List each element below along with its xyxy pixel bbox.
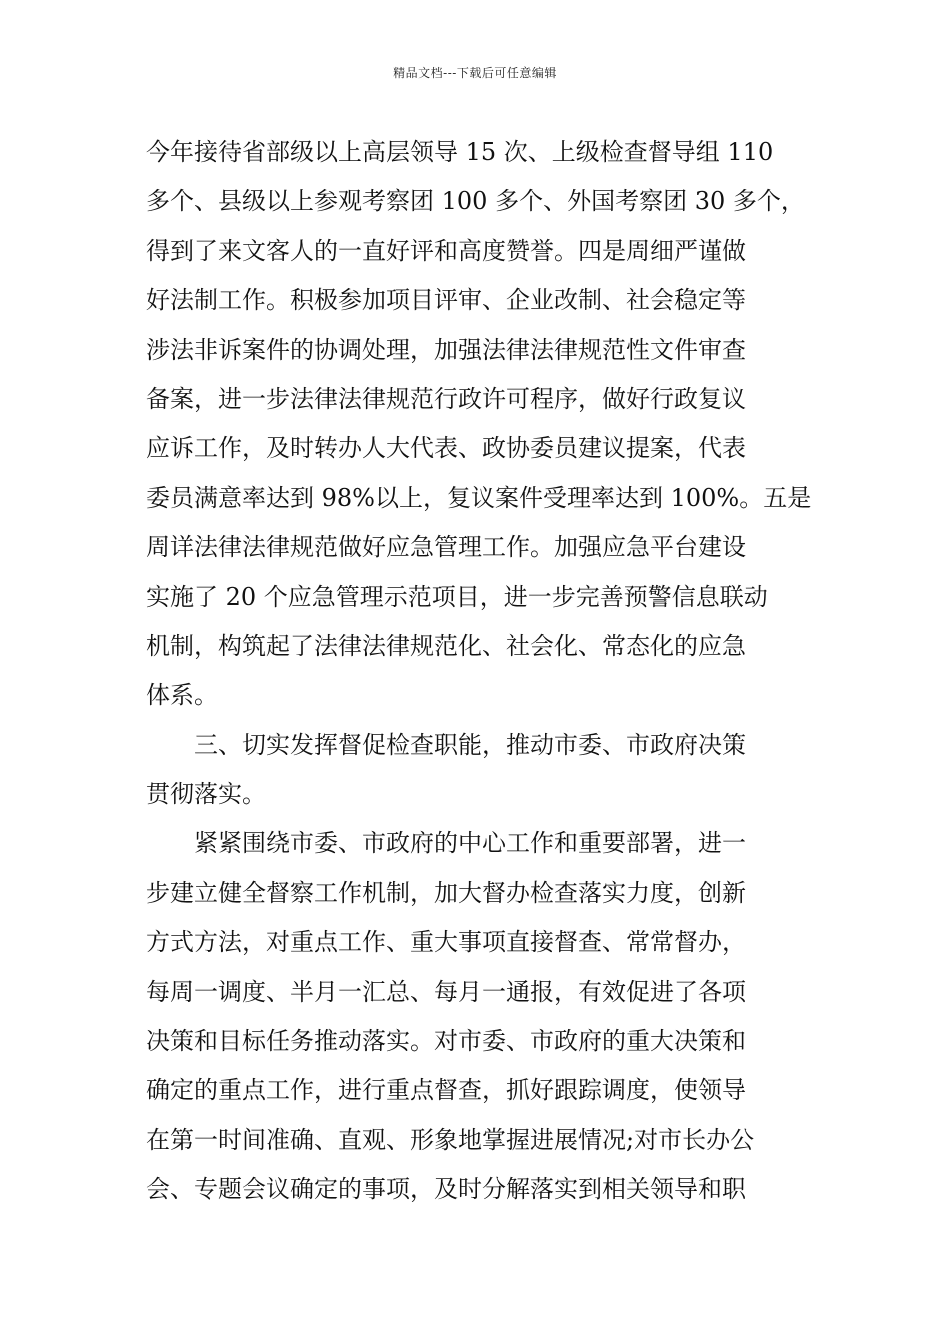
text-line: 得到了来文客人的一直好评和高度赞誉。四是周细严谨做 xyxy=(146,236,746,265)
text-line: 多个、县级以上参观考察团 100 多个、外国考察团 30 多个， xyxy=(146,187,805,216)
text-line: 在第一时间准确、直观、形象地掌握进展情况;对市长办公 xyxy=(146,1125,755,1154)
text-line: 涉法非诉案件的协调处理，加强法律法律规范性文件审查 xyxy=(146,335,746,364)
text-line: 决策和目标任务推动落实。对市委、市政府的重大决策和 xyxy=(146,1027,746,1056)
text-line: 方式方法，对重点工作、重大事项直接督查、常常督办， xyxy=(146,928,746,957)
text-line: 好法制工作。积极参加项目评审、企业改制、社会稳定等 xyxy=(146,286,746,315)
text-line: 体系。 xyxy=(146,681,218,710)
text-line: 周详法律法律规范做好应急管理工作。加强应急平台建设 xyxy=(146,533,746,562)
page-header: 精品文档---下载后可任意编辑 xyxy=(393,66,557,80)
text-line: 实施了 20 个应急管理示范项目，进一步完善预警信息联动 xyxy=(146,582,768,611)
text-line: 备案，进一步法律法律规范行政许可程序，做好行政复议 xyxy=(146,384,746,413)
text-line: 确定的重点工作，进行重点督查，抓好跟踪调度，使领导 xyxy=(146,1076,746,1105)
text-line: 每周一调度、半月一汇总、每月一通报，有效促进了各项 xyxy=(146,977,746,1006)
section-heading-line: 三、切实发挥督促检查职能，推动市委、市政府决策 xyxy=(194,730,746,759)
text-line: 紧紧围绕市委、市政府的中心工作和重要部署，进一 xyxy=(194,829,746,858)
text-line: 应诉工作，及时转办人大代表、政协委员建议提案，代表 xyxy=(146,434,746,463)
text-line: 机制，构筑起了法律法律规范化、社会化、常态化的应急 xyxy=(146,631,746,660)
document-body xyxy=(146,128,826,1215)
text-line: 委员满意率达到 98%以上，复议案件受理率达到 100%。五是 xyxy=(146,483,812,512)
section-heading-line: 贯彻落实。 xyxy=(146,780,266,809)
text-line: 会、专题会议确定的事项，及时分解落实到相关领导和职 xyxy=(146,1175,746,1204)
text-line: 步建立健全督察工作机制，加大督办检查落实力度，创新 xyxy=(146,878,746,907)
text-line: 今年接待省部级以上高层领导 15 次、上级检查督导组 110 xyxy=(146,138,774,166)
